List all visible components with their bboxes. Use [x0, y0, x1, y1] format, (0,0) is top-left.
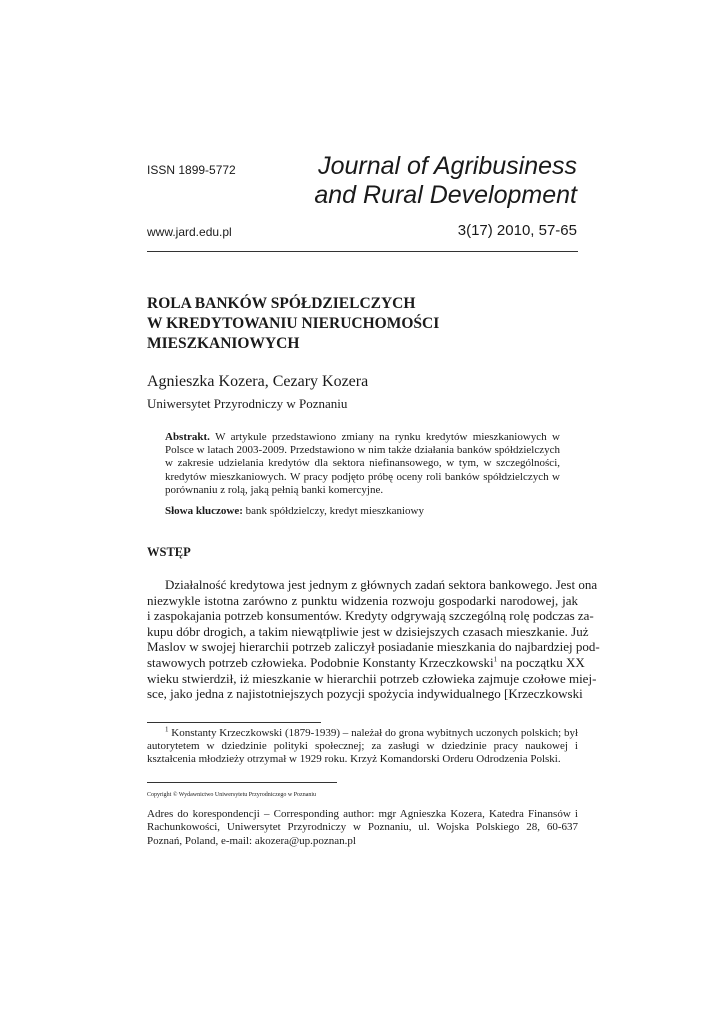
body-line-text: stawowych potrzeb człowieka. Podobnie Konstanty Krzeczkowski: [147, 654, 494, 670]
title-line: MIESZKANIOWYCH: [147, 335, 300, 352]
abstract: [165, 431, 560, 497]
journal-title-line-2: and Rural Development: [314, 181, 577, 209]
body-line: niezwykle istotna zarówno z punktu widzenia rozwoju gospodarki narodowej, jak: [147, 592, 578, 608]
body-line: wieku stwierdził, iż mieszkanie w hierarchii potrzeb człowieka zajmuje czołowe miej-: [147, 670, 597, 686]
keywords-text: bank spółdzielczy, kredyt mieszkaniowy: [245, 505, 424, 517]
copyright-notice: Copyright © Wydawnictwo Uniwersytetu Przyrodniczego w Poznaniu: [147, 792, 317, 798]
keywords: [165, 505, 560, 517]
copyright-divider: [147, 782, 337, 783]
article-title: [147, 294, 577, 354]
section-heading: WSTĘP: [147, 545, 191, 559]
abstract-text: W artykule przedstawiono zmiany na rynku kredytów mieszkaniowych w Polsce w latach 2003-2009. Przedstawiono w nim także działania banków spółdzielczych w zakresie udzielania kredytów dla sektora niefinansowego, w tym, w szczególności, kredytów mieszkaniowych. W pracy podjęto próbę oceny roli banków spółdzielczych w porównaniu z rolą, jaką pełnią banki komercyjne.: [165, 431, 560, 496]
author-affiliation: Uniwersytet Przyrodniczy w Poznaniu: [147, 396, 348, 411]
body-line: i zaspokajania potrzeb konsumentów. Kredyty odgrywają szczególną rolę podczas za-: [147, 608, 594, 624]
body-line: Działalność kredytowa jest jednym z głównych zadań sektora bankowego. Jest ona: [165, 577, 598, 592]
article-authors: Agnieszka Kozera, Cezary Kozera: [147, 373, 369, 390]
keywords-label: Słowa kluczowe:: [165, 505, 243, 517]
title-line: W KREDYTOWANIU NIERUCHOMOŚCI: [147, 315, 440, 332]
body-line: sce, jako jedna z najistotniejszych pozycji spożycia indywidualnego [Krzeczkowski: [147, 686, 583, 702]
footnote-ref[interactable]: 1: [493, 655, 498, 664]
footnote: [147, 727, 578, 766]
header-divider: [147, 251, 578, 252]
body-line: [147, 654, 585, 671]
body-line: kupu dóbr drogich, a takim niewątpliwie jest w dzisiejszych czasach mieszkanie. Już: [147, 623, 589, 639]
journal-title-line-1: Journal of Agribusiness: [318, 152, 577, 180]
footnote-divider: [147, 722, 321, 723]
body-line-tail: na początku XX: [497, 654, 585, 670]
body-line: Maslov w swojej hierarchii potrzeb zaliczył posiadanie mieszkania do najbardziej pod-: [147, 639, 600, 655]
footnote-number: 1: [165, 725, 169, 734]
journal-website: www.jard.edu.pl: [147, 225, 232, 239]
body-text: [147, 577, 600, 702]
abstract-label: Abstrakt.: [165, 431, 210, 443]
issn-label: ISSN 1899-5772: [147, 163, 236, 177]
correspondence-address: Adres do korespondencji – Corresponding author: mgr Agnieszka Kozera, Katedra Finansów i Rachunkowości, Uniwersytet Przyrodniczy w Poznaniu, ul. Wojska Polskiego 28, 60-637 Poznań, Poland, e-mail: akozera@up.poznan.pl: [147, 808, 578, 847]
journal-title: [177, 152, 577, 210]
title-line: ROLA BANKÓW SPÓŁDZIELCZYCH: [147, 295, 416, 312]
volume-pages: 3(17) 2010, 57-65: [457, 222, 577, 239]
footnote-text: Konstanty Krzeczkowski (1879-1939) – należał do grona wybitnych uczonych polskich; był autorytetem w dziedzinie polityki społecznej; za zasługi w dziedzinie pracy naukowej i kształcenia młodzieży otrzymał w 1929 roku. Krzyż Komandorski Orderu Odrodzenia Polski.: [147, 727, 578, 765]
